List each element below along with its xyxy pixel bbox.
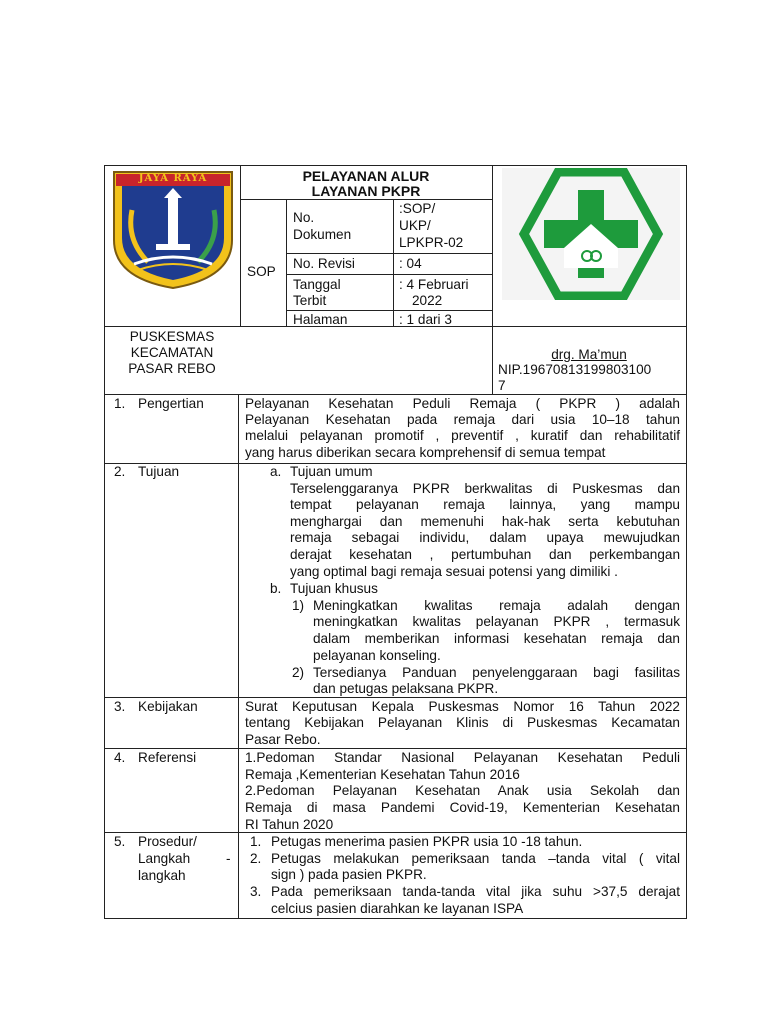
tujuan-khusus-title: Tujuan khusus xyxy=(290,581,378,596)
halaman-value: : 1 dari 3 xyxy=(399,312,452,327)
signer-nip: 7 xyxy=(498,378,506,393)
no-revisi-value: : 04 xyxy=(399,256,422,271)
tanggal-terbit-label: Tanggal xyxy=(293,277,341,292)
tujuan-umum-line: derajat kesehatan , pertumbuhan dan perkembangan xyxy=(290,547,680,562)
puskesmas-logo xyxy=(502,168,680,300)
section-label-prosedur: Prosedur/ xyxy=(138,834,197,849)
kebijakan-line: tentang Kebijakan Pelayanan Klinis di Puskesmas Kecamatan xyxy=(245,715,680,730)
emblem-motto: JAYA RAYA xyxy=(138,173,208,184)
org-name-line1: PUSKESMAS xyxy=(129,329,215,344)
tujuan-khusus-marker: b. xyxy=(270,581,282,596)
pengertian-line: Pelayanan Kesehatan Peduli Remaja ( PKPR ) adalah xyxy=(245,396,680,411)
referensi-line: Remaja di masa Pandemi Covid-19, Kementerian Kesehatan xyxy=(245,800,680,815)
section-label-prosedur: langkah xyxy=(138,868,186,883)
prosedur-step-line: Petugas menerima pasien PKPR usia 10 -18 tahun. xyxy=(271,834,583,849)
tujuan-khusus-line: pelayanan konseling. xyxy=(313,648,441,663)
no-dokumen-value: :SOP/ xyxy=(399,201,436,216)
jakarta-emblem xyxy=(112,170,234,290)
section-label-dash: - xyxy=(226,851,231,866)
prosedur-step-marker: 1. xyxy=(250,834,262,849)
section-label-tujuan: Tujuan xyxy=(138,464,180,479)
section-number: 2. xyxy=(114,464,126,479)
org-name-line3: PASAR REBO xyxy=(128,361,216,376)
halaman-label: Halaman xyxy=(293,312,348,327)
pengertian-line: yang harus diberikan secara komprehensif di semua tempat xyxy=(245,445,606,460)
tujuan-khusus-line: meningkatkan kwalitas pelayanan PKPR , termasuk xyxy=(313,614,680,629)
section-label-pengertian: Pengertian xyxy=(138,396,204,411)
tanggal-terbit-value: : 4 Februari xyxy=(399,277,469,292)
kebijakan-line: Pasar Rebo. xyxy=(245,732,321,747)
tujuan-khusus-item-marker: 2) xyxy=(292,665,305,680)
no-revisi-label: No. Revisi xyxy=(293,256,355,271)
section-number: 5. xyxy=(114,834,126,849)
tujuan-khusus-line: dalam memberikan informasi kesehatan remaja dan xyxy=(313,631,680,646)
tanggal-terbit-value: 2022 xyxy=(412,293,443,308)
tujuan-umum-line: menghargai dan memenuhi hak-hak serta kebutuhan xyxy=(290,514,680,529)
prosedur-step-marker: 2. xyxy=(250,851,262,866)
pengertian-line: Pelayanan Kesehatan pada remaja dari usia 10–18 tahun xyxy=(245,412,680,427)
sop-label: SOP xyxy=(247,264,276,279)
document-title-line2: LAYANAN PKPR xyxy=(311,183,421,199)
signer-nip: NIP.19670813199803100 xyxy=(498,362,652,377)
tanggal-terbit-label: Terbit xyxy=(293,293,327,308)
referensi-line: RI Tahun 2020 xyxy=(245,817,334,832)
prosedur-step-line: celcius pasien diarahkan ke layanan ISPA xyxy=(271,901,524,916)
section-number: 1. xyxy=(114,396,126,411)
section-label-kebijakan: Kebijakan xyxy=(138,699,198,714)
section-number: 4. xyxy=(114,750,126,765)
referensi-line: 1.Pedoman Standar Nasional Pelayanan Kesehatan Peduli xyxy=(245,750,680,765)
tujuan-umum-line: Terselenggaranya PKPR berkwalitas di Puskesmas dan xyxy=(290,481,680,496)
pengertian-line: melalui pelayanan promotif , preventif , kuratif dan rehabilitatif xyxy=(245,428,680,443)
document-title-line1: PELAYANAN ALUR xyxy=(302,168,430,184)
tujuan-umum-marker: a. xyxy=(270,464,282,479)
org-name-line2: KECAMATAN xyxy=(130,345,214,360)
tujuan-umum-line: remaja sebagai individu, dalam upaya mewujudkan xyxy=(290,530,680,545)
no-dokumen-value: UKP/ xyxy=(399,218,431,233)
referensi-line: Remaja ,Kementerian Kesehatan Tahun 2016 xyxy=(245,767,520,782)
no-dokumen-value: LPKPR-02 xyxy=(399,235,464,250)
tujuan-umum-line: yang optimal bagi remaja sesuai potensi yang dimiliki . xyxy=(290,564,618,579)
section-label-referensi: Referensi xyxy=(138,750,197,765)
kebijakan-line: Surat Keputusan Kepala Puskesmas Nomor 16 Tahun 2022 xyxy=(245,699,680,714)
no-dokumen-label: Dokumen xyxy=(293,227,352,242)
tujuan-khusus-item-marker: 1) xyxy=(292,598,305,613)
prosedur-step-line: sign ) pada pasien PKPR. xyxy=(271,867,427,882)
prosedur-step-line: Pada pemeriksaan tanda-tanda vital jika suhu >37,5 derajat xyxy=(271,884,680,899)
section-label-prosedur: Langkah xyxy=(138,851,191,866)
section-number: 3. xyxy=(114,699,126,714)
tujuan-khusus-line: dan petugas pelaksana PKPR. xyxy=(313,681,499,696)
tujuan-khusus-line: Meningkatkan kwalitas remaja adalah dengan xyxy=(313,598,680,613)
tujuan-umum-line: tempat pelayanan remaja lainnya, yang mampu xyxy=(290,497,680,512)
tujuan-umum-title: Tujuan umum xyxy=(290,464,373,479)
signer-name: drg. Ma’mun xyxy=(551,347,627,362)
prosedur-step-marker: 3. xyxy=(250,884,262,899)
referensi-line: 2.Pedoman Pelayanan Kesehatan Anak usia Sekolah dan xyxy=(245,783,680,798)
prosedur-step-line: Petugas melakukan pemeriksaan tanda –tanda vital ( vital xyxy=(271,851,680,866)
no-dokumen-label: No. xyxy=(293,210,315,225)
tujuan-khusus-line: Tersedianya Panduan penyelenggaraan bagi fasilitas xyxy=(313,665,680,680)
